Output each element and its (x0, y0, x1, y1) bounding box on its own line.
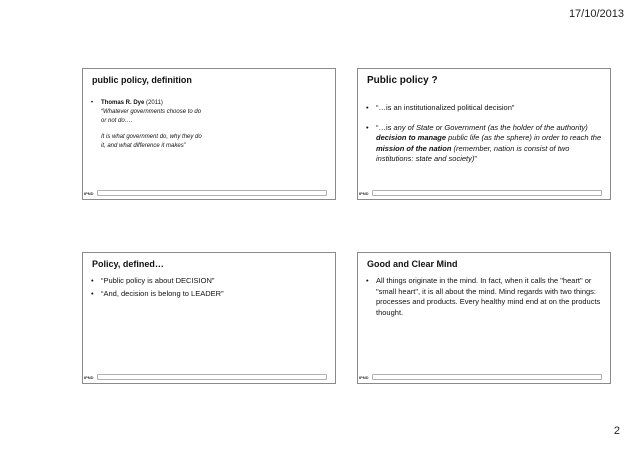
bullet-item: • “Public policy is about DECISION” (91, 276, 327, 287)
quote-line: It is what government do, why they do (101, 134, 202, 140)
bullet-item: • All things originate in the mind. In fact, when it calls the "heart" or "small heart", it is all about the mind. Mind regards with two things: processes and products. Every healthy mind end at on the products thought. (366, 276, 602, 318)
text-run-italic: (remember, nation is consist of two institutions: state and society) (376, 143, 570, 163)
text-run: “…is (376, 122, 394, 132)
slide-title: Public policy ? (367, 75, 438, 86)
slide-body (91, 99, 327, 151)
bullet-item (366, 123, 602, 165)
slide-thumbnail-3 (82, 252, 336, 384)
bullet-item (91, 99, 327, 108)
slide-footer (84, 374, 327, 380)
footer-line (372, 374, 602, 380)
text-run-italic: public life (as the sphere) in order to reach the (446, 133, 602, 142)
text-run-bold-italic: decision to manage (376, 133, 447, 142)
ipnd-logo: IPND (359, 190, 369, 196)
slide-title: public policy, definition (92, 75, 192, 85)
slide-title: Good and Clear Mind (367, 259, 458, 269)
slide-footer (84, 190, 327, 196)
slide-body (366, 276, 602, 318)
page-number: 2 (613, 425, 620, 437)
quote-line: it, and what difference it makes” (101, 143, 186, 149)
slide-thumbnail-4 (357, 252, 611, 384)
quote-line: “Whatever governments choose to do (101, 109, 202, 115)
author-year: (2011) (146, 100, 163, 106)
quote-line: or not do…. (101, 118, 133, 124)
bullet-item: • “…is an institutionalized political decision” (366, 103, 602, 114)
bullet-list (91, 276, 327, 299)
ipnd-logo: IPND (84, 374, 94, 380)
slide-thumbnail-2 (357, 68, 611, 200)
slide-thumbnail-1 (82, 68, 336, 200)
bullet-list (366, 103, 602, 165)
text-run: ” (474, 154, 477, 163)
ipnd-logo: IPND (84, 190, 94, 196)
footer-line (97, 374, 327, 380)
footer-line (97, 190, 327, 196)
bullet-list (91, 99, 327, 108)
slide-body (366, 103, 602, 165)
slide-footer (359, 374, 602, 380)
text-run-bold-italic: mission of the nation (376, 143, 452, 153)
ipnd-logo: IPND (359, 374, 369, 380)
slide-footer (359, 190, 602, 196)
slide-title: Policy, defined… (92, 259, 164, 269)
slide-body (91, 276, 327, 299)
bullet-item: • “And, decision is belong to LEADER” (91, 289, 327, 300)
bullet-list (366, 276, 602, 318)
author-name: Thomas R. Dye (101, 100, 145, 106)
page-date: 17/10/2013 (568, 8, 624, 20)
footer-line (372, 190, 602, 196)
text-run-italic: any of State or Government (as the holder of the authority) (393, 122, 588, 132)
